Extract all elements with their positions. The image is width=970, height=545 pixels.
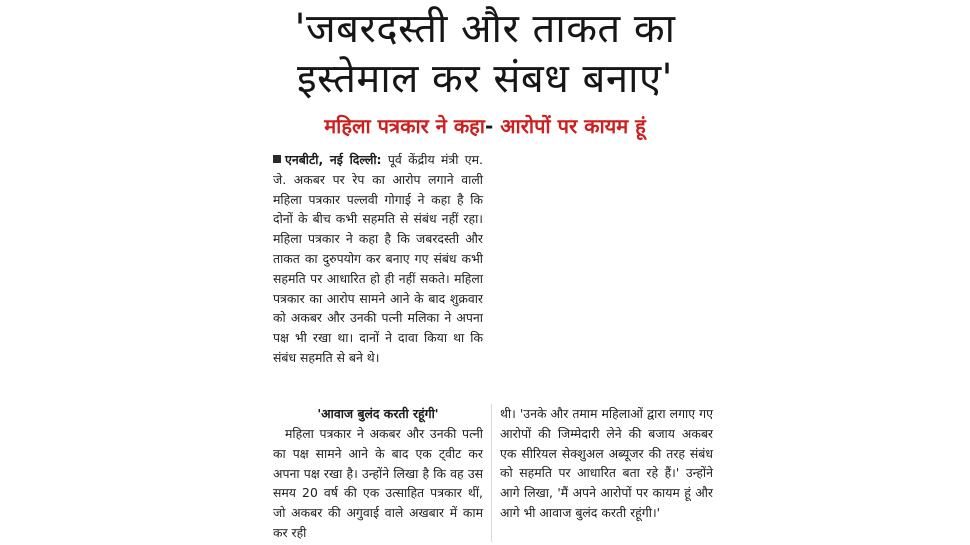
subheadline-separator: - [485,114,494,138]
newspaper-clipping [255,0,715,545]
subheadline [255,112,715,140]
headline-line-1: 'जबरदस्ती और ताकत का [294,6,676,52]
article-paragraph-left: महिला पत्रकार ने अकबर और उनकी पत्नी का पक्ष सामने आने के बाद एक ट्वीट कर अपना पक्ष रखा है। उन्होंने लिखा है कि वह उस समय 20 वर्ष की एक उत्साहित पत्रकार थीं, जो अकबर की अगुवाई वाले अखबार में काम कर रही [273,426,483,540]
column-divider [491,404,492,542]
subheadline-part-1: महिला पत्रकार ने कहा [324,114,485,138]
article-lead-column [273,150,483,368]
dateline: एनबीटी, नई दिल्ली: [285,152,382,167]
article-lead-paragraph [273,150,483,368]
lead-text: पूर्व केंद्रीय मंत्री एम. जे. अकबर पर रेप का आरोप लगाने वाली महिला पत्रकार पल्लवी गोगाई ने कहा है कि दोनों के बीच कभी सहमति से संबंध नहीं रहा। महिला पत्रकार ने कहा है कि जबरदस्ती और ताकत का दुरुपयोग कर बनाए गए संबंध कभी सहमति पर आधारित हो ही नहीं सकते। महिला पत्रकार का आरोप सामने आने के बाद शुक्रवार को अकबर और उनकी पत्नी मलिका ने अपना पक्ष भी रखा था। दानों ने दावा किया था कि संबंध सहमति से बने थे। [273,152,483,365]
article-paragraph-right: थी। 'उनके और तमाम महिलाओं द्वारा लगाए गए आरोपों की जिम्मेदारी लेने की बजाय अकबर एक सीरियल सेक्शुअल अब्यूजर की तरह संबंध को सहमति पर आधारित बता रहे हैं।' उन्होंने आगे लिखा, 'मैं अपने आरोपों पर कायम हूं और आगे भी आवाज बुलंद करती रहूंगी।' [500,406,713,520]
article-right-column [500,404,713,523]
subheadline-part-2: आरोपों पर कायम हूं [493,114,646,138]
headline [255,4,715,104]
crosshead: 'आवाज बुलंद करती रहूंगी' [317,406,439,421]
square-bullet-icon [273,155,281,163]
headline-line-2: इस्तेमाल कर संबध बनाए' [296,56,674,102]
article-left-column [273,404,483,543]
